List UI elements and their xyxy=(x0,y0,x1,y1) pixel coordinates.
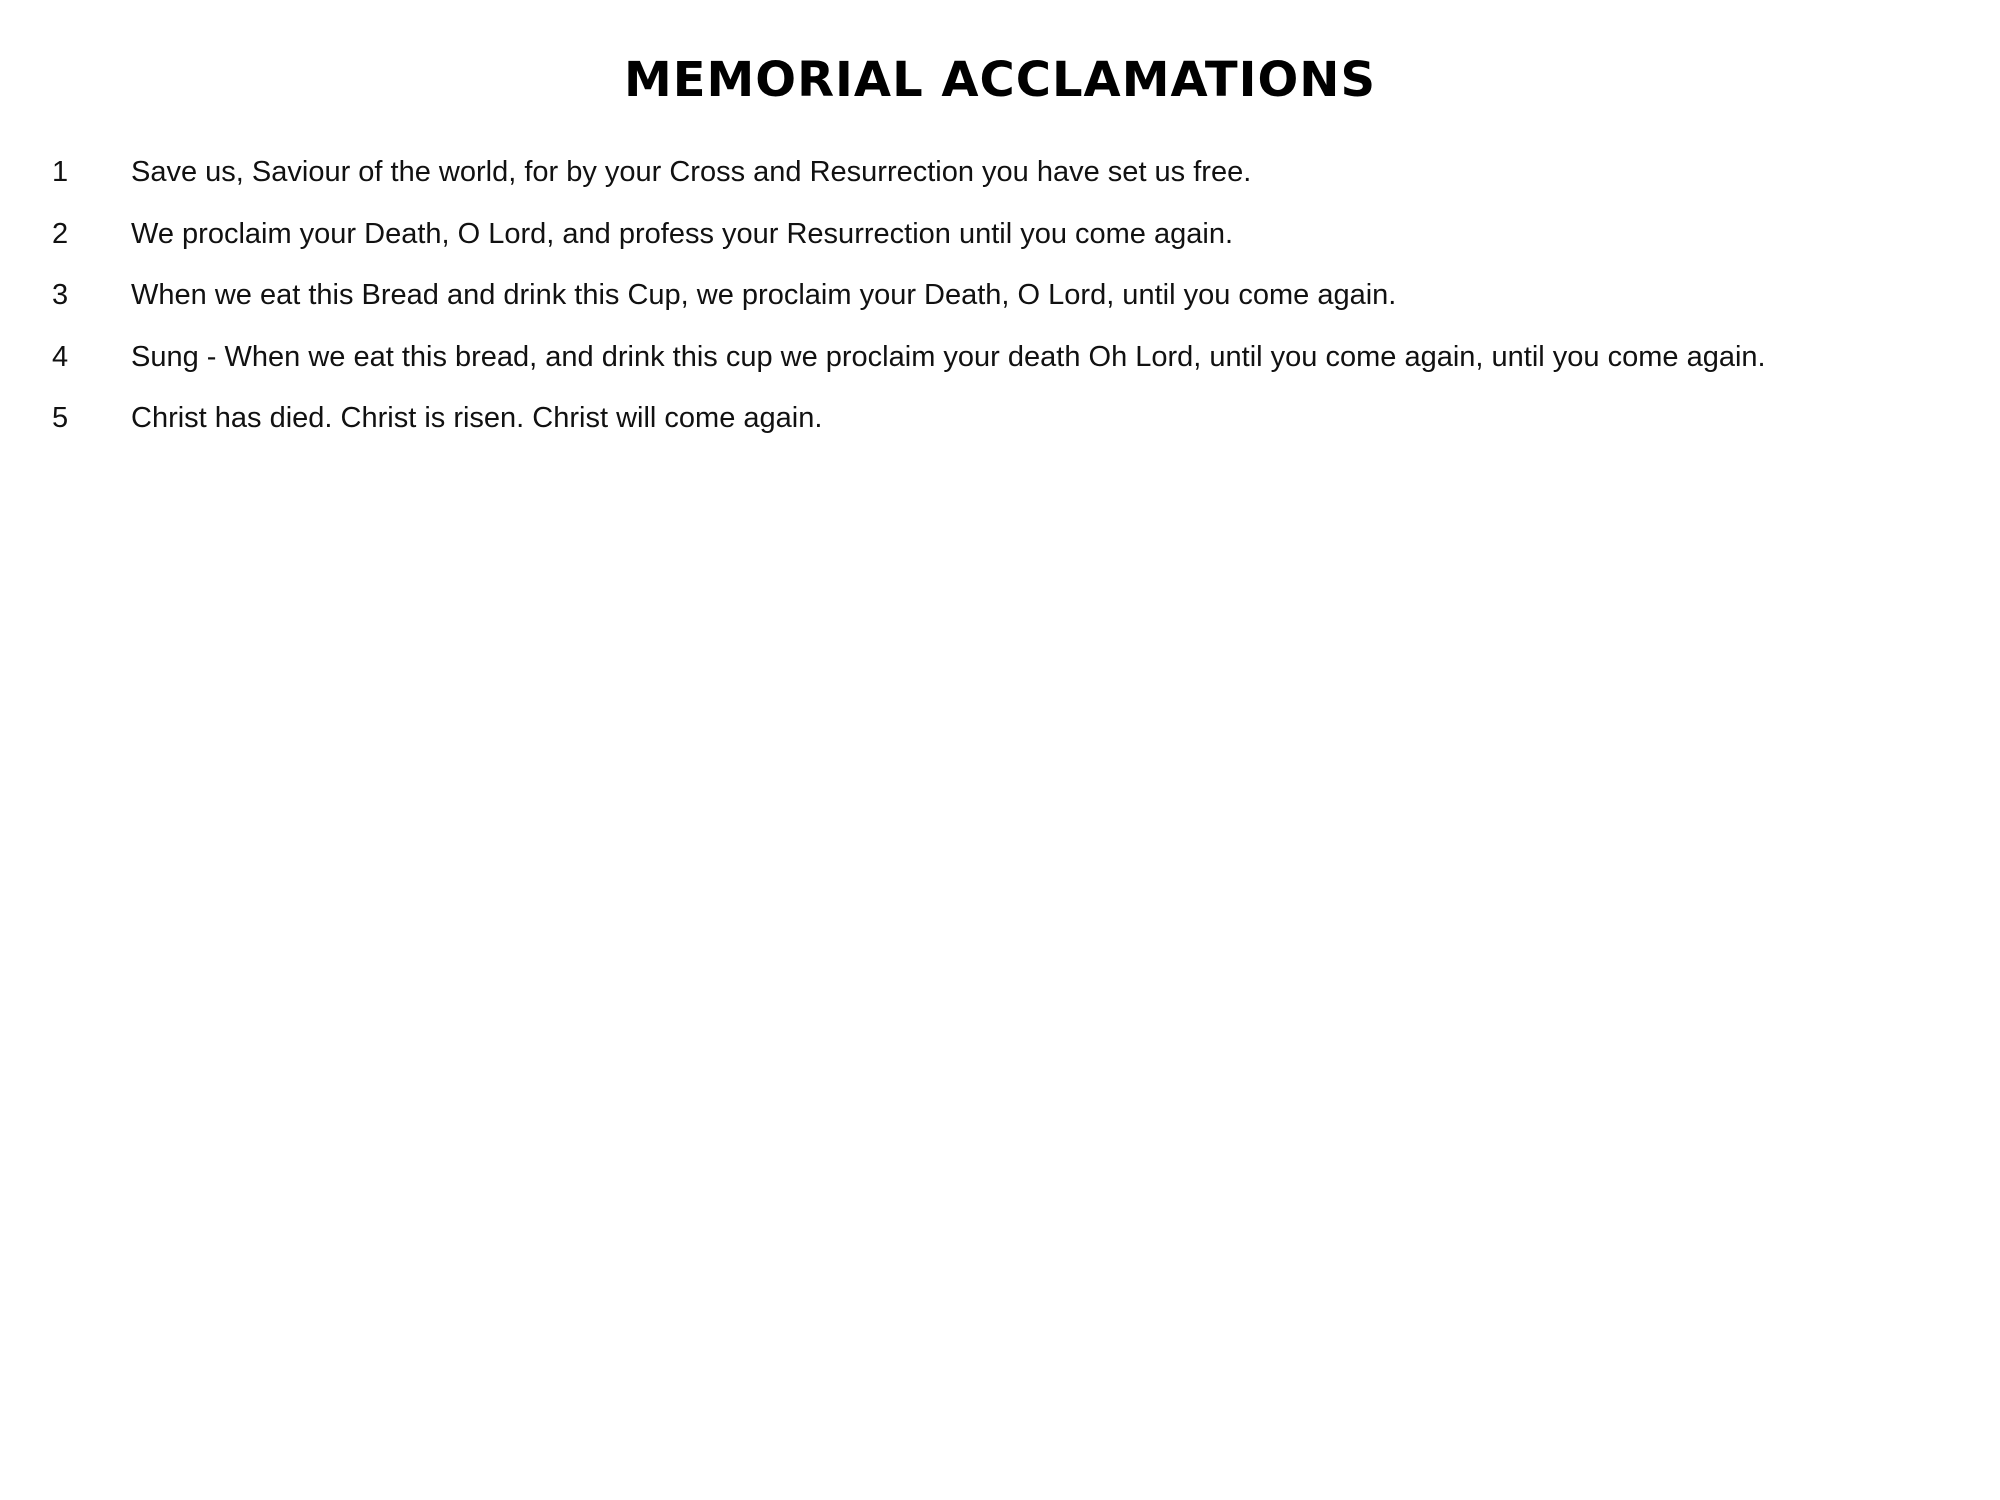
list-item xyxy=(52,339,1952,401)
item-number: 1 xyxy=(52,156,69,188)
item-number: 2 xyxy=(52,217,69,250)
item-number: 3 xyxy=(52,279,69,311)
item-text: Save us, Saviour of the world, for by your Cross and Resurrection you have set us free. xyxy=(131,156,1252,188)
list-item xyxy=(52,400,1952,462)
list-item xyxy=(52,154,1952,216)
item-number: 5 xyxy=(52,402,69,434)
item-text: We proclaim your Death, O Lord, and profess your Resurrection until you come again. xyxy=(131,217,1233,250)
list-item xyxy=(52,277,1952,339)
page-title: MEMORIAL ACCLAMATIONS xyxy=(623,52,1377,108)
item-text: When we eat this Bread and drink this Cup, we proclaim your Death, O Lord, until you come again. xyxy=(131,279,1397,311)
acclamation-list xyxy=(52,154,1952,462)
item-text: Sung - When we eat this bread, and drink this cup we proclaim your death Oh Lord, until you come again, until you come again. xyxy=(131,340,1766,373)
list-item xyxy=(52,216,1952,278)
item-text: Christ has died. Christ is risen. Christ will come again. xyxy=(131,402,823,434)
item-number: 4 xyxy=(52,340,69,373)
